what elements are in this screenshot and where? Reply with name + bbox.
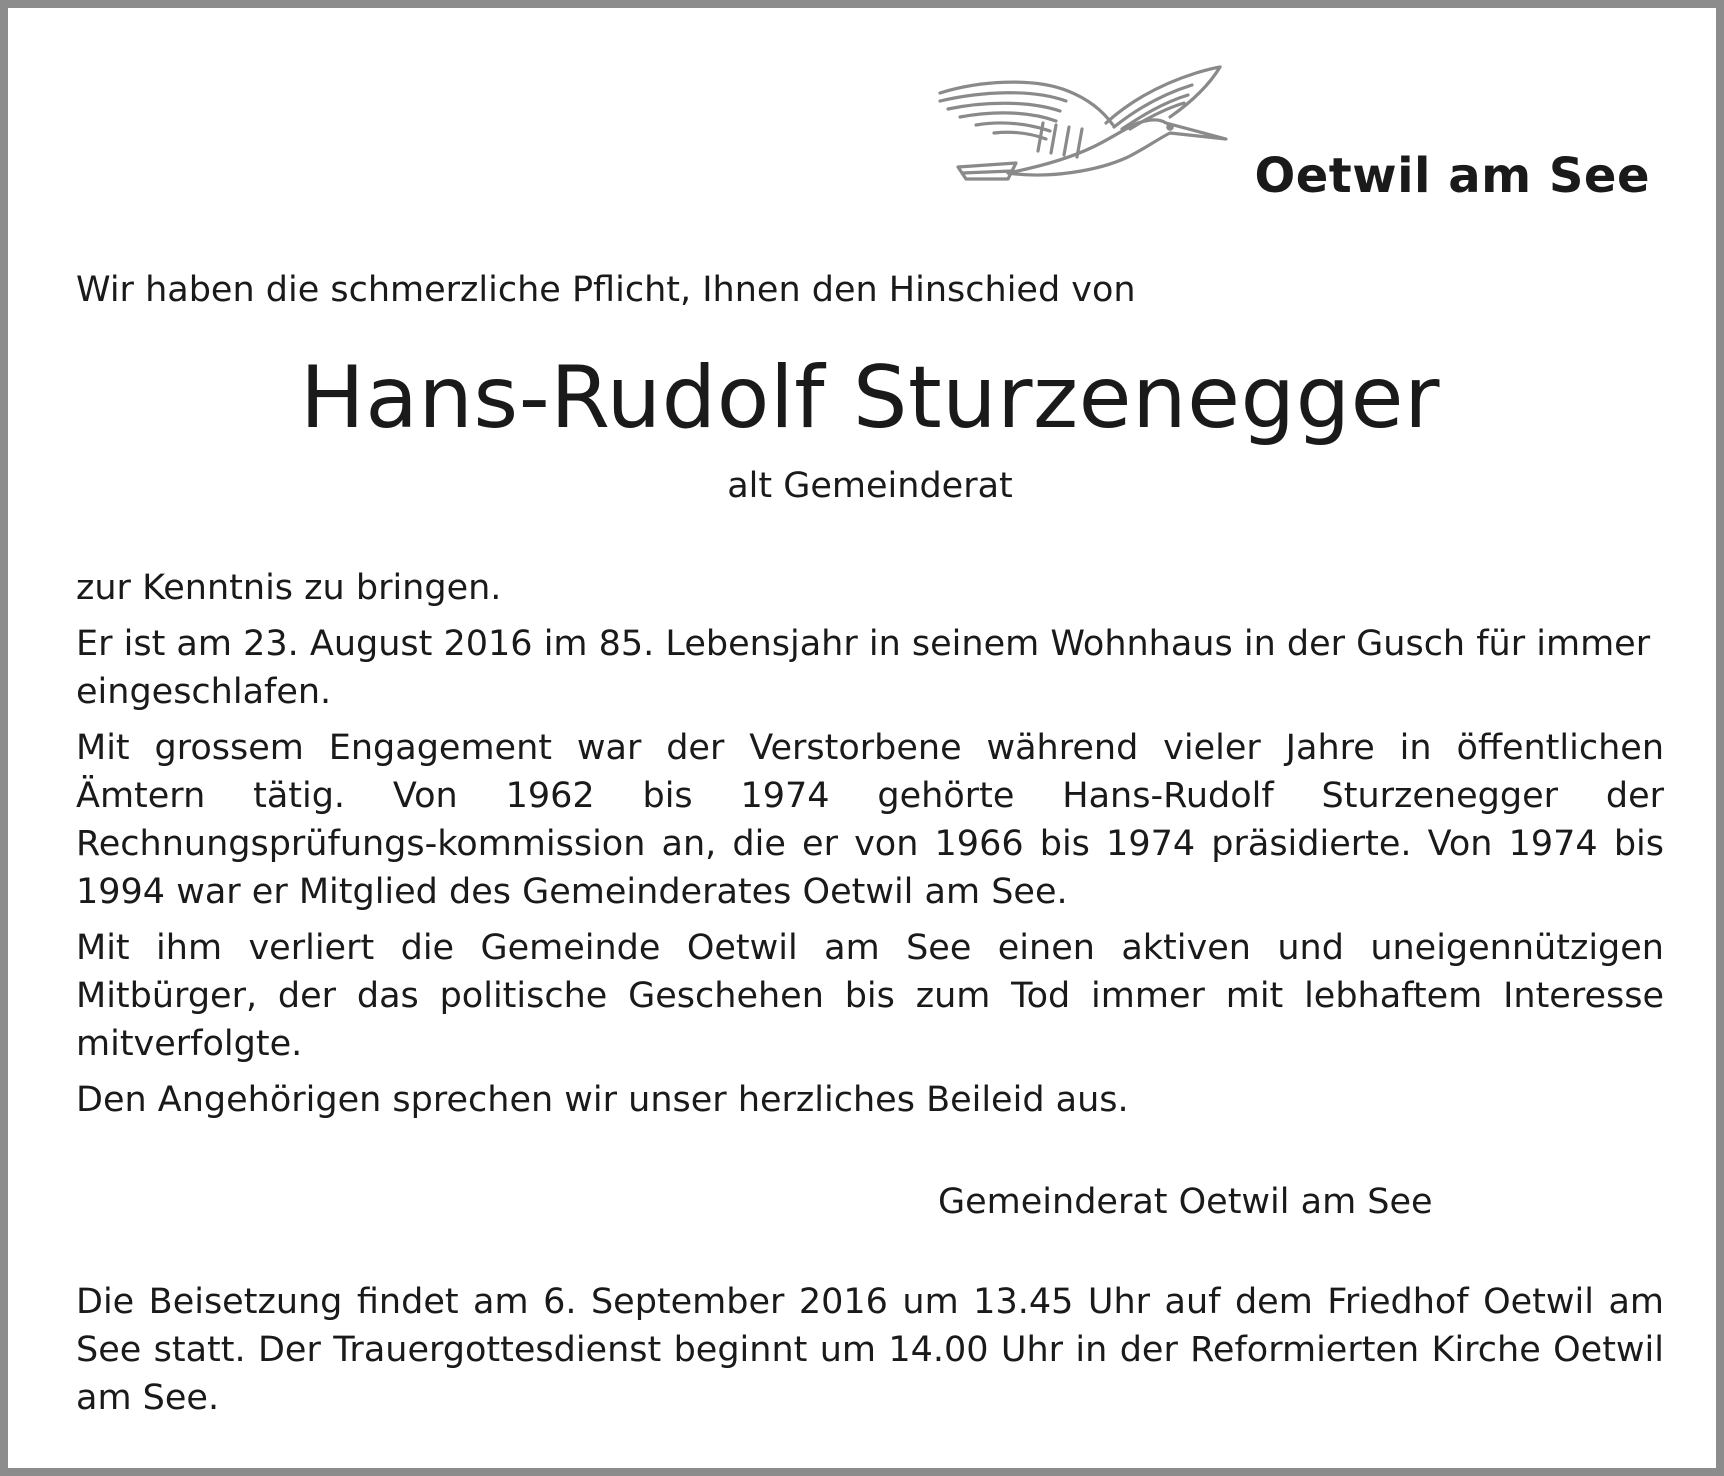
body-paragraph: zur Kenntnis zu bringen. bbox=[76, 568, 502, 608]
notice-body bbox=[76, 564, 1664, 1132]
intro-line: Wir haben die schmerzliche Pflicht, Ihnen den Hinschied von bbox=[76, 270, 1136, 310]
deceased-role: alt Gemeinderat bbox=[727, 466, 1013, 506]
funeral-details: Die Beisetzung findet am 6. September 2016 um 13.45 Uhr auf dem Friedhof Oetwil am See statt. Der Trauergottesdienst beginnt um 14.00 Uhr in der Reformierten Kirche Oetwil am See. bbox=[76, 1282, 1664, 1418]
body-paragraph: Den Angehörigen sprechen wir unser herzliches Beileid aus. bbox=[76, 1080, 1129, 1120]
deceased-name: Hans-Rudolf Sturzenegger bbox=[300, 348, 1440, 448]
body-paragraph: Mit grossem Engagement war der Verstorbene während vieler Jahre in öffentlichen Ämtern tätig. Von 1962 bis 1974 gehörte Hans-Rudolf Sturzenegger der Rechnungsprüfungs-kommission an, die er von 1966 bis 1974 präsidierte. Von 1974 bis 1994 war er Mitglied des Gemeinderates Oetwil am See. bbox=[76, 728, 1664, 912]
body-paragraph: Er ist am 23. August 2016 im 85. Lebensjahr in seinem Wohnhaus in der Gusch für immer eingeschlafen. bbox=[76, 624, 1651, 712]
flying-bird-icon bbox=[938, 63, 1238, 193]
signature: Gemeinderat Oetwil am See bbox=[938, 1182, 1433, 1222]
body-paragraph: Mit ihm verliert die Gemeinde Oetwil am See einen aktiven und uneigennützigen Mitbürger, der das politische Geschehen bis zum Tod immer mit lebhaftem Interesse mitverfolgte. bbox=[76, 928, 1664, 1064]
municipality-title: Oetwil am See bbox=[1254, 148, 1650, 204]
